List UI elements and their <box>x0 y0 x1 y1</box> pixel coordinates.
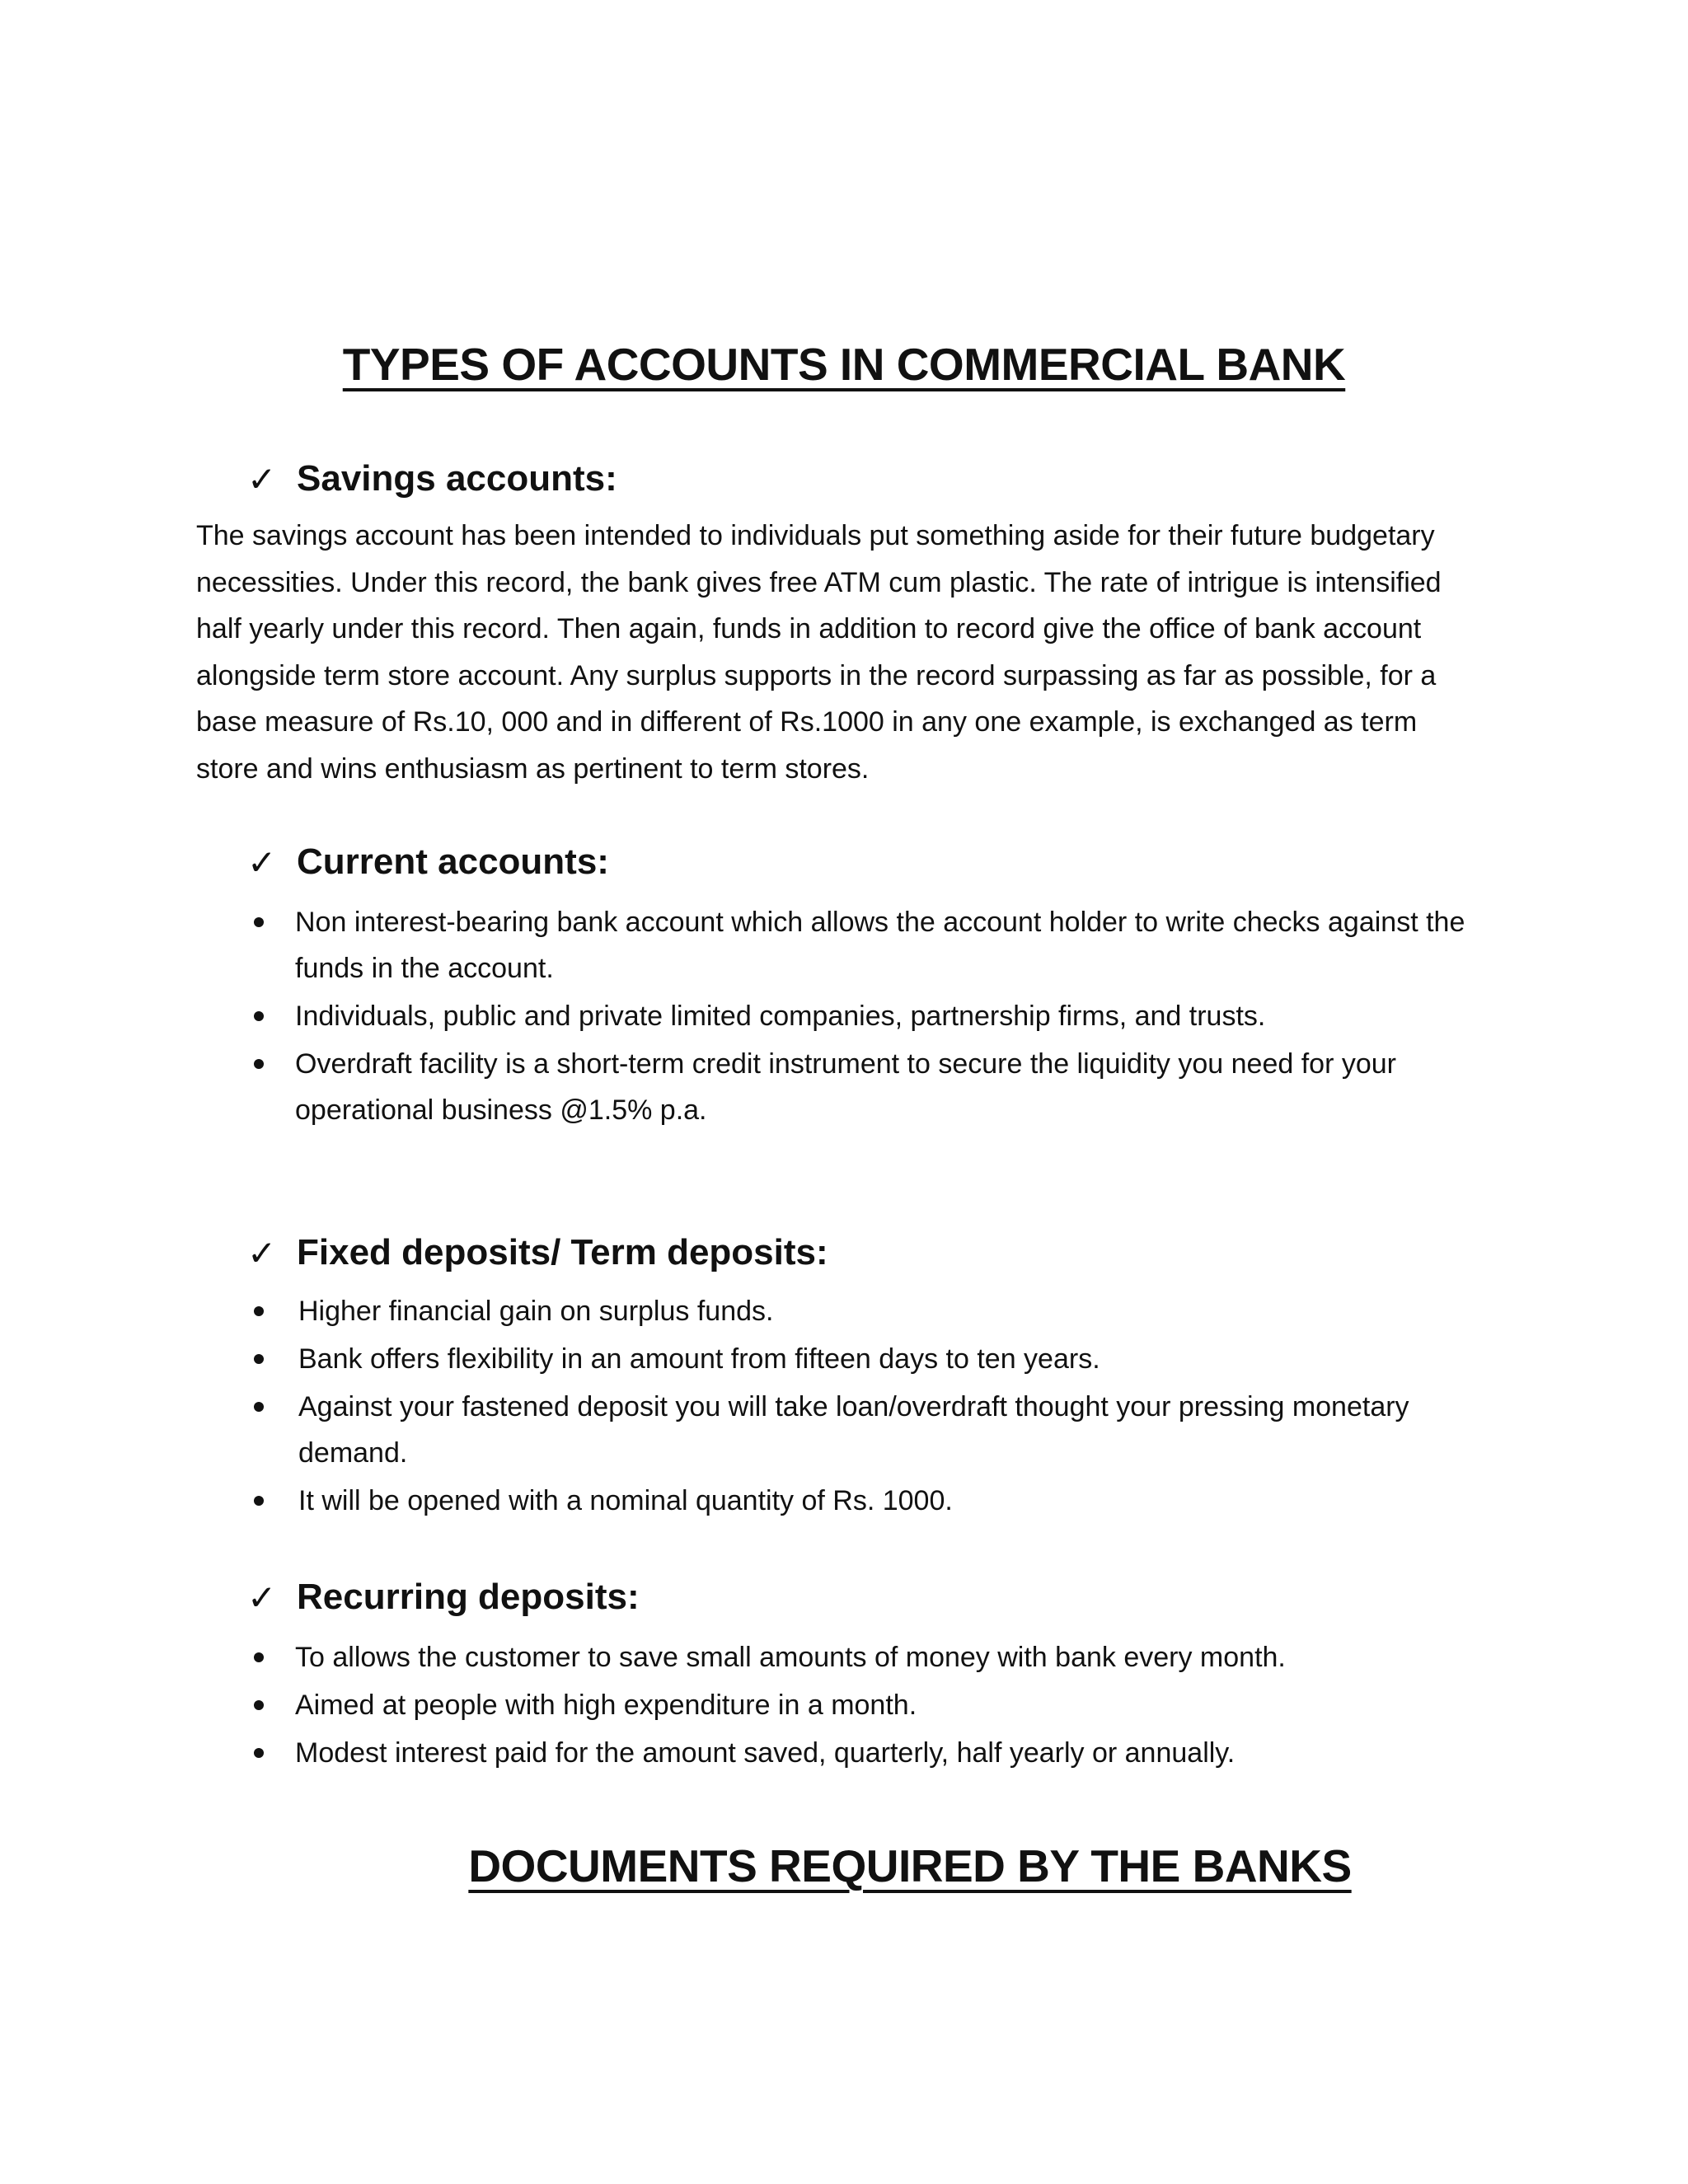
current-list <box>247 899 1484 1135</box>
list-item-text: Bank offers flexibility in an amount from fifteen days to ten years. <box>298 1343 1100 1375</box>
recurring-heading <box>247 1577 640 1618</box>
check-mark-icon: ✓ <box>247 842 277 882</box>
footer-section-title: DOCUMENTS REQUIRED BY THE BANKS <box>468 1840 1352 1891</box>
bullet-dot-icon <box>254 1402 264 1412</box>
recurring-list <box>247 1634 1484 1778</box>
page-title: TYPES OF ACCOUNTS IN COMMERCIAL BANK <box>342 339 1346 390</box>
bullet-dot-icon <box>254 1354 264 1364</box>
list-item <box>247 1288 1484 1334</box>
list-item <box>247 1730 1484 1776</box>
list-item-text: Higher financial gain on surplus funds. <box>298 1296 774 1327</box>
list-item <box>247 1478 1484 1524</box>
fixed-heading-text: Fixed deposits/ Term deposits: <box>297 1232 828 1272</box>
bullet-dot-icon <box>254 1496 264 1506</box>
bullet-dot-icon <box>254 1011 264 1021</box>
list-item-text: Against your fastened deposit you will take loan/overdraft thought your pressing monetary demand. <box>298 1391 1409 1469</box>
check-mark-icon: ✓ <box>247 1577 277 1617</box>
list-item-text: Non interest-bearing bank account which allows the account holder to write checks against the funds in the account. <box>295 907 1465 984</box>
fixed-heading <box>247 1232 828 1273</box>
list-item <box>247 1041 1484 1133</box>
current-heading <box>247 841 609 883</box>
bullet-dot-icon <box>254 1700 264 1710</box>
list-item-text: Individuals, public and private limited companies, partnership firms, and trusts. <box>295 1001 1266 1032</box>
list-item-text: Aimed at people with high expenditure in a month. <box>295 1690 917 1721</box>
current-heading-text: Current accounts: <box>297 841 609 882</box>
list-item-text: Overdraft facility is a short-term credit instrument to secure the liquidity you need for your operational business @1.5% p.a. <box>295 1048 1396 1126</box>
savings-heading-text: Savings accounts: <box>297 458 617 499</box>
recurring-heading-text: Recurring deposits: <box>297 1577 640 1617</box>
fixed-list <box>247 1288 1484 1526</box>
list-item-text: To allows the customer to save small amounts of money with bank every month. <box>295 1642 1286 1673</box>
list-item <box>247 899 1484 991</box>
bullet-dot-icon <box>254 1748 264 1758</box>
list-item <box>247 1336 1484 1382</box>
savings-paragraph: The savings account has been intended to individuals put something aside for their future budgetary necessities. Under this record, the bank gives free ATM cum plastic. The rate of intrigue is intensified half yearly under this record. Then again, funds in addition to record give the office of bank account alongside term store account. Any surplus supports in the record surpassing as far as possible, for a base measure of Rs.10, 000 and in different of Rs.1000 in any one example, is exchanged as term store and wins enthusiasm as pertinent to term stores. <box>196 520 1442 785</box>
bullet-dot-icon <box>254 1652 264 1662</box>
list-item <box>247 1682 1484 1728</box>
list-item <box>247 1634 1484 1680</box>
bullet-dot-icon <box>254 917 264 927</box>
savings-heading <box>247 458 617 499</box>
check-mark-icon: ✓ <box>247 459 277 499</box>
list-item <box>247 993 1484 1039</box>
check-mark-icon: ✓ <box>247 1233 277 1272</box>
list-item-text: It will be opened with a nominal quantity of Rs. 1000. <box>298 1485 953 1516</box>
bullet-dot-icon <box>254 1059 264 1069</box>
list-item-text: Modest interest paid for the amount saved, quarterly, half yearly or annually. <box>295 1737 1236 1769</box>
bullet-dot-icon <box>254 1306 264 1316</box>
list-item <box>247 1384 1484 1476</box>
